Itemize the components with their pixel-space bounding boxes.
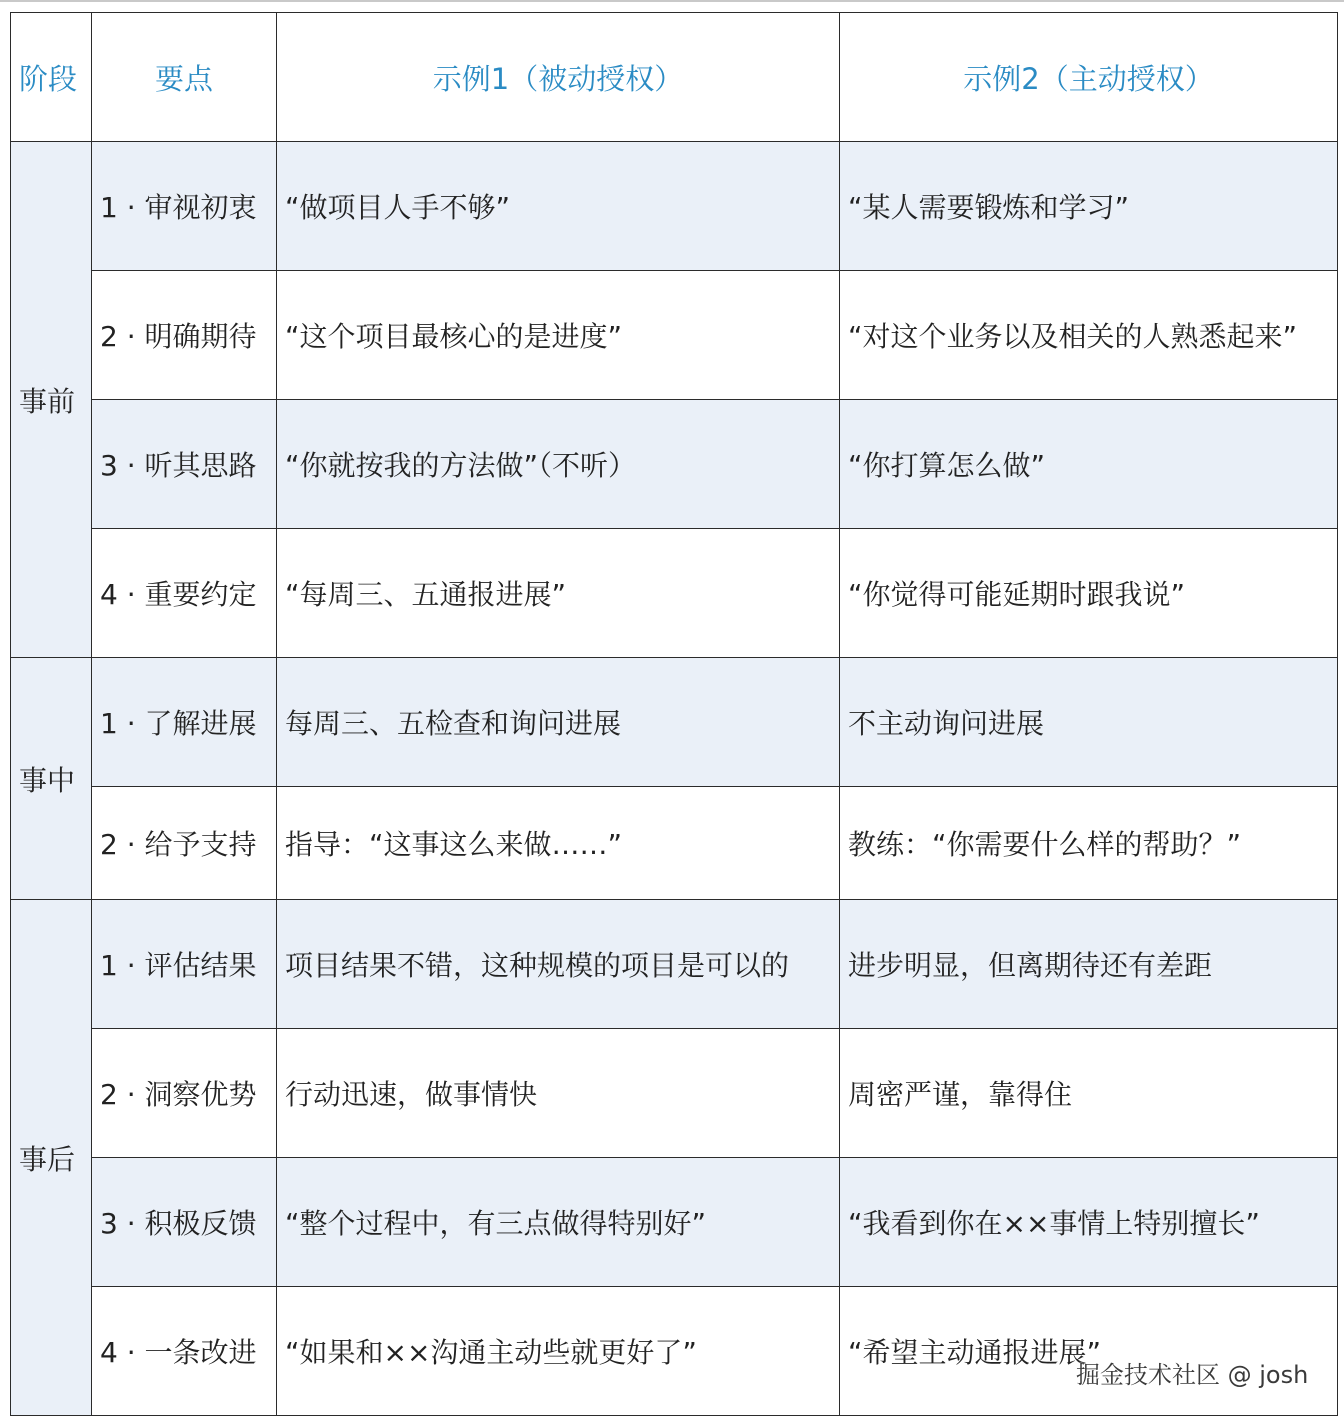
example1-cell: “这个项目最核心的是进度”	[277, 271, 840, 400]
header-example2: 示例2（主动授权）	[840, 13, 1338, 142]
example1-cell: 每周三、五检查和询问进展	[277, 658, 840, 787]
table-row	[11, 400, 1338, 529]
example2-cell: 教练：“你需要什么样的帮助？”	[840, 787, 1338, 900]
example1-cell: 指导：“这事这么来做……”	[277, 787, 840, 900]
top-rule	[0, 0, 1344, 2]
point-cell: 3 · 积极反馈	[92, 1158, 277, 1287]
table-row	[11, 271, 1338, 400]
example2-cell: “对这个业务以及相关的人熟悉起来”	[840, 271, 1338, 400]
table-row	[11, 1029, 1338, 1158]
example2-cell: “你打算怎么做”	[840, 400, 1338, 529]
header-row	[11, 13, 1338, 142]
example2-cell: “某人需要锻炼和学习”	[840, 142, 1338, 271]
table-row	[11, 787, 1338, 900]
header-example1: 示例1（被动授权）	[277, 13, 840, 142]
table-row	[11, 900, 1338, 1029]
example1-cell: “整个过程中，有三点做得特别好”	[277, 1158, 840, 1287]
example2-cell: “我看到你在××事情上特别擅长”	[840, 1158, 1338, 1287]
point-cell: 4 · 重要约定	[92, 529, 277, 658]
example1-cell: “如果和××沟通主动些就更好了”	[277, 1287, 840, 1416]
example2-cell: 进步明显，但离期待还有差距	[840, 900, 1338, 1029]
table-row	[11, 1287, 1338, 1416]
point-cell: 2 · 洞察优势	[92, 1029, 277, 1158]
header-point: 要点	[92, 13, 277, 142]
example2-cell: 周密严谨，靠得住	[840, 1029, 1338, 1158]
example1-cell: “你就按我的方法做”（不听）	[277, 400, 840, 529]
point-cell: 1 · 评估结果	[92, 900, 277, 1029]
point-cell: 1 · 审视初衷	[92, 142, 277, 271]
header-stage: 阶段	[11, 13, 92, 142]
example1-cell: 行动迅速，做事情快	[277, 1029, 840, 1158]
stage-after: 事后	[11, 900, 92, 1416]
point-cell: 2 · 给予支持	[92, 787, 277, 900]
stage-before: 事前	[11, 142, 92, 658]
point-cell: 3 · 听其思路	[92, 400, 277, 529]
point-cell: 2 · 明确期待	[92, 271, 277, 400]
example2-cell: “你觉得可能延期时跟我说”	[840, 529, 1338, 658]
stage-during: 事中	[11, 658, 92, 900]
example2-cell: 不主动询问进展	[840, 658, 1338, 787]
example1-cell: 项目结果不错，这种规模的项目是可以的	[277, 900, 840, 1029]
delegation-table	[10, 12, 1338, 1416]
point-cell: 1 · 了解进展	[92, 658, 277, 787]
point-cell: 4 · 一条改进	[92, 1287, 277, 1416]
example1-cell: “每周三、五通报进展”	[277, 529, 840, 658]
table-row	[11, 142, 1338, 271]
example2-cell: “希望主动通报进展”	[840, 1287, 1338, 1416]
table-row	[11, 529, 1338, 658]
table-row	[11, 1158, 1338, 1287]
table-row	[11, 658, 1338, 787]
watermark: 掘金技术社区 @ josh	[1076, 1361, 1309, 1389]
example1-cell: “做项目人手不够”	[277, 142, 840, 271]
